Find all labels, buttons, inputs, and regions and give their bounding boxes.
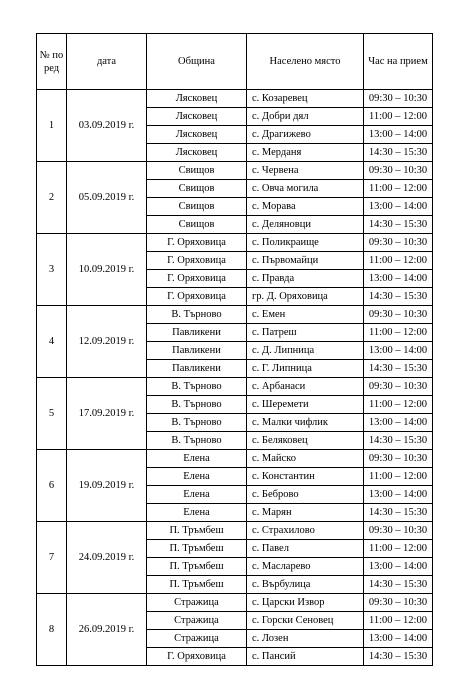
place-cell: с. Драгижево bbox=[247, 126, 364, 144]
place-cell: с. Върбулица bbox=[247, 576, 364, 594]
visit-date: 19.09.2019 г. bbox=[67, 450, 147, 522]
time-cell: 13:00 – 14:00 bbox=[364, 270, 433, 288]
time-cell: 14:30 – 15:30 bbox=[364, 144, 433, 162]
table-row bbox=[37, 90, 433, 108]
municipality-cell: Павликени bbox=[147, 360, 247, 378]
place-cell: с. Червена bbox=[247, 162, 364, 180]
header-place: Населено място bbox=[247, 34, 364, 90]
municipality-cell: Г. Оряховица bbox=[147, 270, 247, 288]
place-cell: с. Арбанаси bbox=[247, 378, 364, 396]
municipality-cell: В. Търново bbox=[147, 378, 247, 396]
place-cell: с. Пансий bbox=[247, 648, 364, 666]
place-cell: с. Г. Липница bbox=[247, 360, 364, 378]
time-cell: 14:30 – 15:30 bbox=[364, 216, 433, 234]
visit-date: 17.09.2019 г. bbox=[67, 378, 147, 450]
time-cell: 11:00 – 12:00 bbox=[364, 252, 433, 270]
time-cell: 11:00 – 12:00 bbox=[364, 468, 433, 486]
visit-date: 03.09.2019 г. bbox=[67, 90, 147, 162]
municipality-cell: Свищов bbox=[147, 162, 247, 180]
time-cell: 14:30 – 15:30 bbox=[364, 288, 433, 306]
place-cell: с. Царски Извор bbox=[247, 594, 364, 612]
municipality-cell: Свищов bbox=[147, 216, 247, 234]
time-cell: 11:00 – 12:00 bbox=[364, 180, 433, 198]
row-number: 6 bbox=[37, 450, 67, 522]
table-row bbox=[37, 162, 433, 180]
place-cell: с. Константин bbox=[247, 468, 364, 486]
place-cell: с. Майско bbox=[247, 450, 364, 468]
municipality-cell: Стражица bbox=[147, 594, 247, 612]
time-cell: 13:00 – 14:00 bbox=[364, 486, 433, 504]
time-cell: 11:00 – 12:00 bbox=[364, 108, 433, 126]
visit-date: 10.09.2019 г. bbox=[67, 234, 147, 306]
place-cell: с. Добри дял bbox=[247, 108, 364, 126]
table-row bbox=[37, 450, 433, 468]
municipality-cell: Елена bbox=[147, 450, 247, 468]
place-cell: с. Патреш bbox=[247, 324, 364, 342]
municipality-cell: П. Тръмбеш bbox=[147, 522, 247, 540]
time-cell: 14:30 – 15:30 bbox=[364, 648, 433, 666]
place-cell: с. Масларево bbox=[247, 558, 364, 576]
header-row bbox=[37, 34, 433, 90]
time-cell: 09:30 – 10:30 bbox=[364, 522, 433, 540]
municipality-cell: В. Търново bbox=[147, 306, 247, 324]
header-date: дата bbox=[67, 34, 147, 90]
municipality-cell: Павликени bbox=[147, 324, 247, 342]
municipality-cell: П. Тръмбеш bbox=[147, 540, 247, 558]
municipality-cell: Павликени bbox=[147, 342, 247, 360]
place-cell: с. Поликраище bbox=[247, 234, 364, 252]
municipality-cell: Свищов bbox=[147, 180, 247, 198]
visit-date: 12.09.2019 г. bbox=[67, 306, 147, 378]
place-cell: с. Марян bbox=[247, 504, 364, 522]
municipality-cell: Стражица bbox=[147, 612, 247, 630]
time-cell: 11:00 – 12:00 bbox=[364, 612, 433, 630]
place-cell: с. Лозен bbox=[247, 630, 364, 648]
time-cell: 09:30 – 10:30 bbox=[364, 594, 433, 612]
place-cell: с. Козаревец bbox=[247, 90, 364, 108]
row-number: 2 bbox=[37, 162, 67, 234]
table-row bbox=[37, 234, 433, 252]
table-row bbox=[37, 378, 433, 396]
place-cell: с. Страхилово bbox=[247, 522, 364, 540]
time-cell: 11:00 – 12:00 bbox=[364, 396, 433, 414]
municipality-cell: Г. Оряховица bbox=[147, 252, 247, 270]
row-number: 5 bbox=[37, 378, 67, 450]
place-cell: с. Правда bbox=[247, 270, 364, 288]
municipality-cell: Лясковец bbox=[147, 126, 247, 144]
header-time: Час на прием bbox=[364, 34, 433, 90]
place-cell: с. Овча могила bbox=[247, 180, 364, 198]
schedule-table bbox=[36, 33, 433, 666]
place-cell: с. Емен bbox=[247, 306, 364, 324]
municipality-cell: Елена bbox=[147, 486, 247, 504]
place-cell: с. Деляновци bbox=[247, 216, 364, 234]
municipality-cell: Елена bbox=[147, 504, 247, 522]
time-cell: 11:00 – 12:00 bbox=[364, 540, 433, 558]
place-cell: с. Д. Липница bbox=[247, 342, 364, 360]
place-cell: гр. Д. Оряховица bbox=[247, 288, 364, 306]
time-cell: 09:30 – 10:30 bbox=[364, 234, 433, 252]
place-cell: с. Първомайци bbox=[247, 252, 364, 270]
table-row bbox=[37, 522, 433, 540]
municipality-cell: Лясковец bbox=[147, 144, 247, 162]
municipality-cell: Г. Оряховица bbox=[147, 234, 247, 252]
place-cell: с. Малки чифлик bbox=[247, 414, 364, 432]
municipality-cell: Лясковец bbox=[147, 90, 247, 108]
visit-date: 05.09.2019 г. bbox=[67, 162, 147, 234]
time-cell: 13:00 – 14:00 bbox=[364, 342, 433, 360]
row-number: 8 bbox=[37, 594, 67, 666]
header-number: № по ред bbox=[37, 34, 67, 90]
row-number: 1 bbox=[37, 90, 67, 162]
place-cell: с. Мерданя bbox=[247, 144, 364, 162]
municipality-cell: Елена bbox=[147, 468, 247, 486]
time-cell: 13:00 – 14:00 bbox=[364, 630, 433, 648]
municipality-cell: В. Търново bbox=[147, 414, 247, 432]
place-cell: с. Беляковец bbox=[247, 432, 364, 450]
visit-date: 26.09.2019 г. bbox=[67, 594, 147, 666]
schedule-body bbox=[37, 90, 433, 666]
municipality-cell: Стражица bbox=[147, 630, 247, 648]
table-row bbox=[37, 306, 433, 324]
municipality-cell: В. Търново bbox=[147, 432, 247, 450]
place-cell: с. Беброво bbox=[247, 486, 364, 504]
place-cell: с. Горски Сеновец bbox=[247, 612, 364, 630]
time-cell: 13:00 – 14:00 bbox=[364, 414, 433, 432]
place-cell: с. Павел bbox=[247, 540, 364, 558]
time-cell: 09:30 – 10:30 bbox=[364, 378, 433, 396]
time-cell: 14:30 – 15:30 bbox=[364, 576, 433, 594]
municipality-cell: В. Търново bbox=[147, 396, 247, 414]
time-cell: 14:30 – 15:30 bbox=[364, 360, 433, 378]
time-cell: 11:00 – 12:00 bbox=[364, 324, 433, 342]
time-cell: 14:30 – 15:30 bbox=[364, 432, 433, 450]
municipality-cell: П. Тръмбеш bbox=[147, 576, 247, 594]
row-number: 4 bbox=[37, 306, 67, 378]
municipality-cell: Свищов bbox=[147, 198, 247, 216]
table-row bbox=[37, 594, 433, 612]
place-cell: с. Шеремети bbox=[247, 396, 364, 414]
time-cell: 13:00 – 14:00 bbox=[364, 558, 433, 576]
time-cell: 09:30 – 10:30 bbox=[364, 306, 433, 324]
time-cell: 09:30 – 10:30 bbox=[364, 450, 433, 468]
time-cell: 13:00 – 14:00 bbox=[364, 198, 433, 216]
row-number: 3 bbox=[37, 234, 67, 306]
municipality-cell: Лясковец bbox=[147, 108, 247, 126]
time-cell: 09:30 – 10:30 bbox=[364, 90, 433, 108]
visit-date: 24.09.2019 г. bbox=[67, 522, 147, 594]
place-cell: с. Морава bbox=[247, 198, 364, 216]
time-cell: 13:00 – 14:00 bbox=[364, 126, 433, 144]
municipality-cell: П. Тръмбеш bbox=[147, 558, 247, 576]
header-municipality: Община bbox=[147, 34, 247, 90]
municipality-cell: Г. Оряховица bbox=[147, 648, 247, 666]
row-number: 7 bbox=[37, 522, 67, 594]
time-cell: 14:30 – 15:30 bbox=[364, 504, 433, 522]
time-cell: 09:30 – 10:30 bbox=[364, 162, 433, 180]
municipality-cell: Г. Оряховица bbox=[147, 288, 247, 306]
